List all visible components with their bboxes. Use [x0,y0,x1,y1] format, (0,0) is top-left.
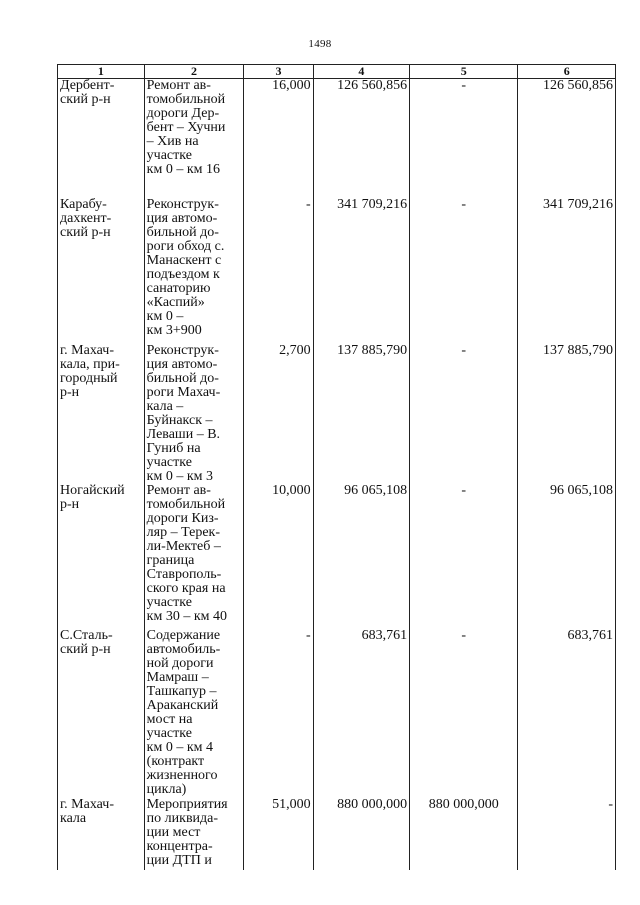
column-number: 5 [410,65,518,79]
regional-funds-cell: 683,761 [518,629,616,798]
federal-funds-cell: - [410,79,518,198]
total-cost-cell: 880 000,000 [313,798,409,870]
column-number: 6 [518,65,616,79]
federal-funds-cell: - [410,344,518,484]
work-description-cell: Ремонт ав- томобильной дороги Киз- ляр – Терек- ли-Мектеб – граница Ставрополь- ского края на участке км 30 – км 40 [144,484,244,629]
column-number-row [58,65,616,79]
length-cell: - [244,198,313,344]
district-cell: С.Сталь- ский р-н [58,629,145,798]
total-cost-cell: 126 560,856 [313,79,409,198]
column-number: 2 [144,65,244,79]
district-cell: Дербент- ский р-н [58,79,145,198]
column-number: 3 [244,65,313,79]
table-row [58,484,616,629]
total-cost-cell: 96 065,108 [313,484,409,629]
length-cell: 51,000 [244,798,313,870]
work-description-cell: Реконструк- ция автомо- бильной до- роги обход с. Манаскент с подъездом к санаторию «Каспий» км 0 – км 3+900 [144,198,244,344]
regional-funds-cell: 137 885,790 [518,344,616,484]
work-description-cell: Содержание автомобиль- ной дороги Мамраш – Ташкапур – Араканский мост на участке км 0 – км 4 (контракт жизненного цикла) [144,629,244,798]
district-cell: Карабу- дахкент- ский р-н [58,198,145,344]
table-row [58,629,616,798]
length-cell: - [244,629,313,798]
length-cell: 16,000 [244,79,313,198]
regional-funds-cell: 126 560,856 [518,79,616,198]
table-row [58,198,616,344]
page-number: 1498 [308,38,332,50]
federal-funds-cell: 880 000,000 [410,798,518,870]
work-description-cell: Мероприятия по ликвида- ции мест концентра- ции ДТП и [144,798,244,870]
column-number: 4 [313,65,409,79]
federal-funds-cell: - [410,484,518,629]
federal-funds-cell: - [410,629,518,798]
road-works-table [57,64,616,870]
length-cell: 2,700 [244,344,313,484]
work-description-cell: Реконструк- ция автомо- бильной до- роги Махач- кала – Буйнакск – Леваши – В. Гуниб на участке км 0 – км 3 [144,344,244,484]
table-row [58,344,616,484]
work-description-cell: Ремонт ав- томобильной дороги Дер- бент – Хучни – Хив на участке км 0 – км 16 [144,79,244,198]
regional-funds-cell: - [518,798,616,870]
total-cost-cell: 341 709,216 [313,198,409,344]
total-cost-cell: 137 885,790 [313,344,409,484]
length-cell: 10,000 [244,484,313,629]
district-cell: Ногайский р-н [58,484,145,629]
column-number: 1 [58,65,145,79]
regional-funds-cell: 96 065,108 [518,484,616,629]
district-cell: г. Махач- кала, при- городный р-н [58,344,145,484]
regional-funds-cell: 341 709,216 [518,198,616,344]
table-row [58,798,616,870]
table-row [58,79,616,198]
district-cell: г. Махач- кала [58,798,145,870]
total-cost-cell: 683,761 [313,629,409,798]
federal-funds-cell: - [410,198,518,344]
